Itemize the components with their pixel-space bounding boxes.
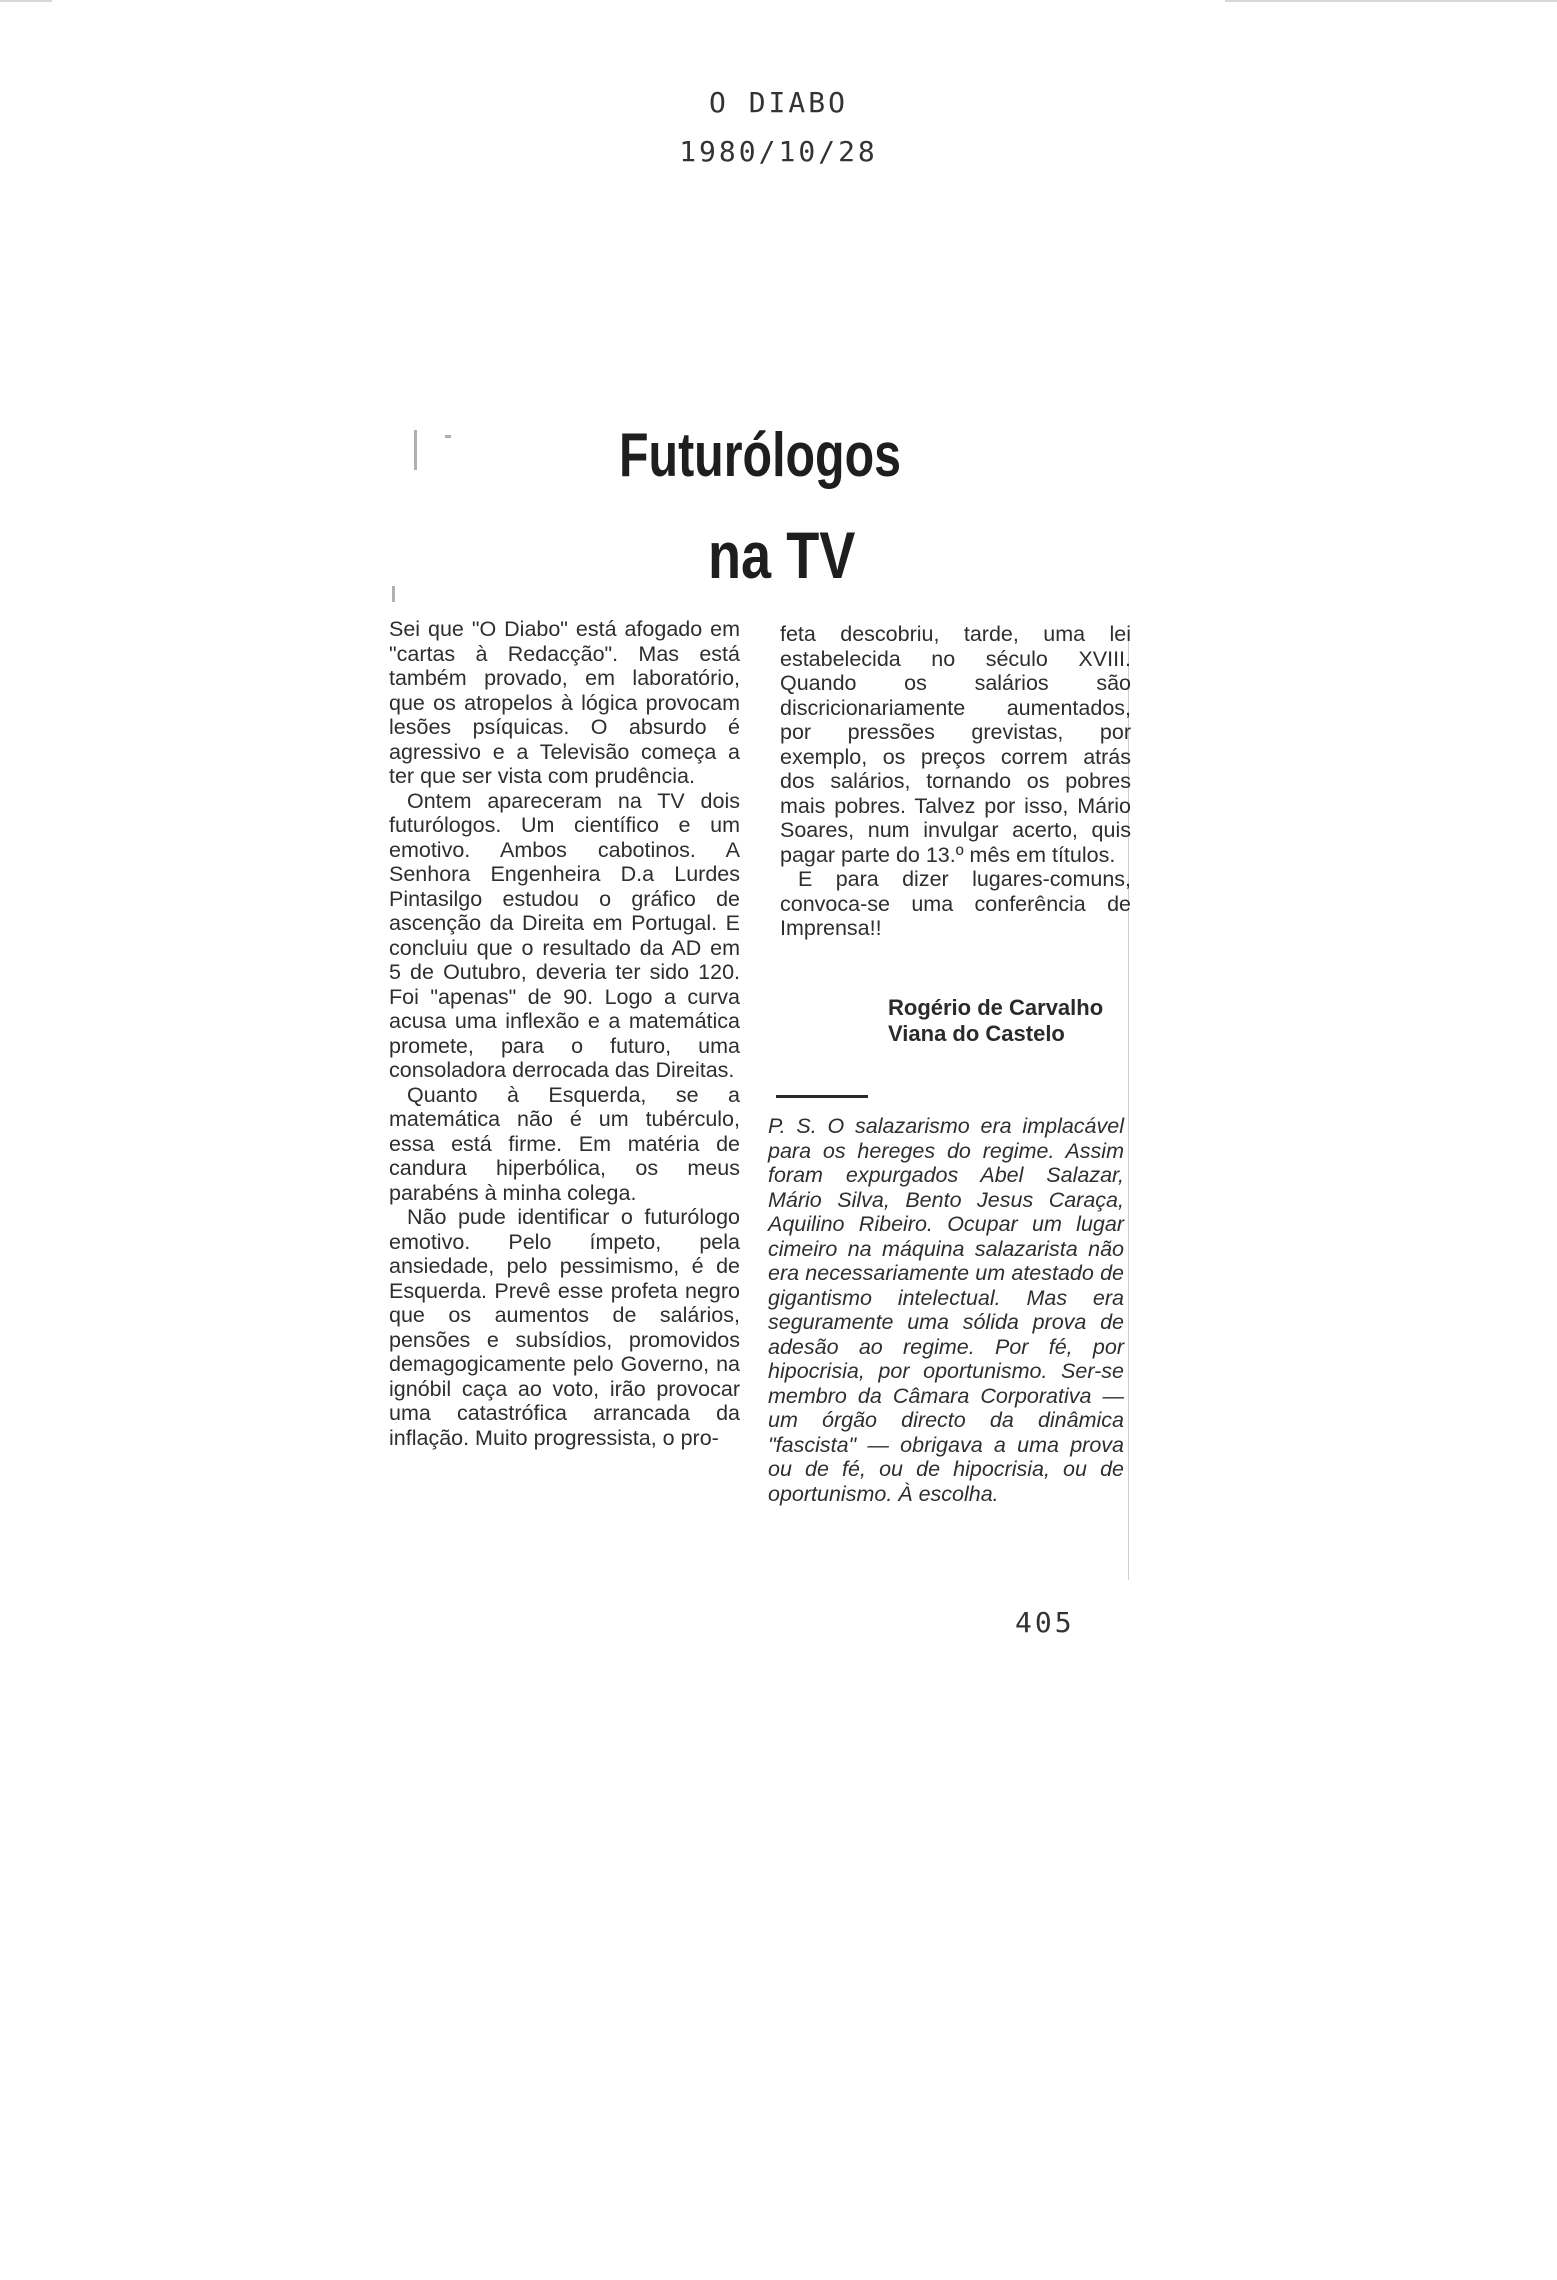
paragraph: Ontem apareceram na TV dois futurólogos. Um científico e um emotivo. Ambos cabotinos. A Senhora Engenheira D.a Lurdes Pintasilgo estudou o gráfico de ascenção da Direita em Portugal. E concluiu que o resultado da AD em 5 de Outubro, deveria ter sido 120. Foi "apenas" de 90. Logo a curva acusa uma inflexão e a matemática promete, para o futuro, uma consoladora derrocada das Direitas. — [389, 788, 740, 1082]
article-column-1 — [389, 617, 740, 1450]
paragraph: Sei que "O Diabo" está afogado em "cartas à Redacção". Mas está também provado, em laboratório, que os atropelos à lógica provocam lesões psíquicas. O absurdo é agressivo e a Televisão começa a ter que ser vista com prudência. — [389, 617, 740, 788]
paragraph: E para dizer lugares-comuns, convoca-se uma conferência de Imprensa!! — [780, 867, 1131, 940]
paragraph: Não pude identificar o futurólogo emotivo. Pelo ímpeto, pela ansiedade, pelo pessimismo, é de Esquerda. Prevê esse profeta negro que os aumentos de salários, pensões e subsídios, promovidos demagogicamente pelo Governo, na ignóbil caça ao voto, irão provocar uma catastrófica arrancada da inflação. Muito progressista, o pro- — [389, 1205, 740, 1450]
clipping-mark — [414, 430, 417, 470]
publication-date: 1980/10/28 — [679, 135, 878, 168]
postscript — [768, 1114, 1124, 1506]
headline-line-2: na TV — [708, 518, 856, 592]
paragraph: Quanto à Esquerda, se a matemática não é um tubérculo, essa está firme. Em matéria de candura hiperbólica, os meus parabéns à minha colega. — [389, 1082, 740, 1205]
headline-line-1: Futurólogos — [619, 421, 902, 490]
clipping-mark — [392, 586, 395, 602]
paragraph: feta descobriu, tarde, uma lei estabelecida no século XVIII. Quando os salários são discricionariamente aumentados, por pressões grevistas, por exemplo, os preços correm atrás dos salários, tornando os pobres mais pobres. Talvez por isso, Mário Soares, num invulgar acerto, quis pagar parte do 13.º mês em títulos. — [780, 622, 1131, 867]
page-number: 405 — [1015, 1606, 1075, 1639]
postscript-text: P. S. O salazarismo era implacável para os hereges do regime. Assim foram expurgados Abel Salazar, Mário Silva, Bento Jesus Caraça, Aquilino Ribeiro. Ocupar um lugar cimeiro na máquina salazarista não era necessariamente um atestado de gigantismo intelectual. Mas era seguramente uma sólida prova de adesão ao regime. Por fé, por hipocrisia, por oportunismo. Ser-se membro da Câmara Corporativa — um órgão directo da dinâmica "fascista" — obrigava a uma prova ou de fé, ou de hipocrisia, ou de oportunismo. À escolha. — [768, 1114, 1124, 1506]
scan-edge-top-left — [0, 0, 52, 2]
scan-edge-top-right — [1225, 0, 1557, 2]
clipping-mark — [445, 435, 451, 438]
publication-name: O DIABO — [708, 86, 848, 119]
article-column-2 — [780, 622, 1131, 941]
author-location: Viana do Castelo — [888, 1021, 1065, 1046]
author-name: Rogério de Carvalho — [888, 995, 1104, 1020]
separator-rule — [776, 1095, 868, 1098]
